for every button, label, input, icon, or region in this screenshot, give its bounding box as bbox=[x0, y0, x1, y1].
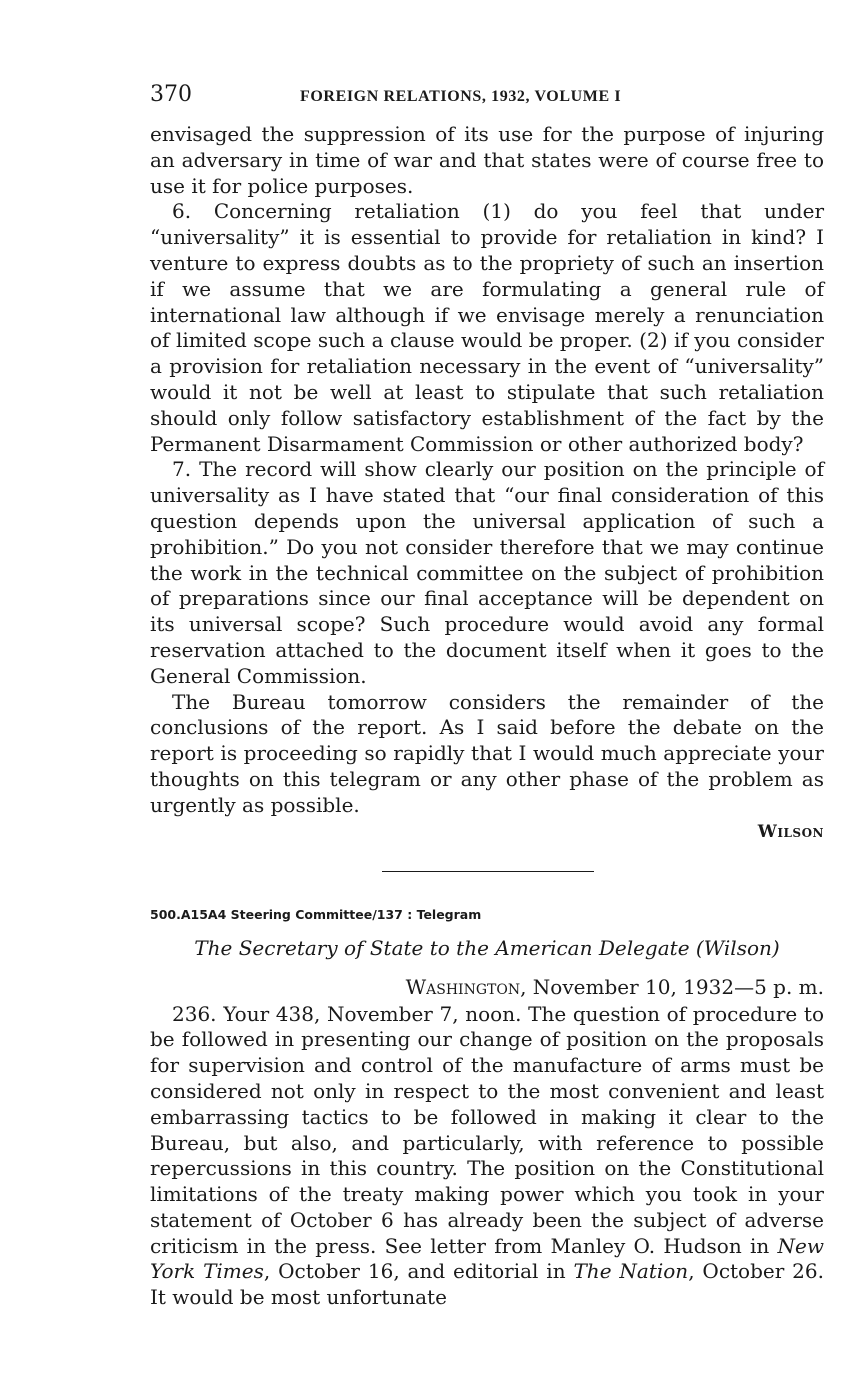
closing-paragraph: The Bureau tomorrow considers the remainder of the conclusions of the report. As I said before the debate on the report is proceeding so rapidly that I would much appreciate your thoughts on this telegram or any other phase of the problem as urgently as possible. bbox=[150, 689, 824, 817]
body-text-part-2: , October 16, and editorial in bbox=[263, 1259, 574, 1284]
telegram-body-paragraph bbox=[150, 1002, 824, 1312]
magazine-title: The Nation bbox=[573, 1259, 689, 1284]
point-7-paragraph: 7. The record will show clearly our position on the principle of universality as I have stated that “our final consideration of this question depends upon the universal application of such a prohibition.” Do you not consider therefore that we may continue the work in the technical committee on the subject of prohibition of preparations since our final acceptance will be dependent on its universal scope? Such procedure would avoid any formal reservation attached to the document itself when it goes to the General Commission. bbox=[150, 457, 824, 688]
dateline-place: Washington bbox=[405, 974, 521, 999]
signature: Wilson bbox=[757, 821, 824, 842]
dateline-date: , November 10, 1932—5 p. m. bbox=[520, 974, 824, 999]
file-reference: 500.A15A4 Steering Committee/137 : Telegram bbox=[150, 906, 482, 922]
document-title: The Secretary of State to the American Delegate (Wilson) bbox=[194, 935, 780, 960]
point-6-paragraph: 6. Concerning retaliation (1) do you feel that under “universality” it is essential to provide for retaliation in kind? I venture to express doubts as to the propriety of such an insertion if we assume that we are formulating a general rule of international law although if we envisage merely a renunciation of limited scope such a clause would be proper. (2) if you consider a provision for retaliation necessary in the event of “universality” would it not be well at least to stipulate that such retaliation should only follow satisfactory establishment of the fact by the Permanent Disarmament Commission or other authorized body? bbox=[150, 199, 824, 456]
running-title: FOREIGN RELATIONS, 1932, VOLUME I bbox=[300, 88, 622, 105]
running-header bbox=[150, 82, 824, 116]
body-text-part-1: 236. Your 438, November 7, noon. The question of procedure to be followed in presenting our change of position on the proposals for supervision and control of the manufacture of arms must be considered not only in respect to the most convenient and least embarrassing tactics to be followed in making it clear to the Bureau, but also, and particularly, with reference to possible repercussions in this country. The position on the Constitutional limitations of the treaty making power which you took in your statement of October 6 has already been the subject of adverse criticism in the press. See letter from Manley O. Hudson in bbox=[150, 1001, 824, 1258]
continuation-paragraph: envisaged the suppression of its use for the purpose of injuring an adversary in time of war and that states were of course free to use it for police purposes. bbox=[150, 122, 824, 198]
dateline bbox=[150, 974, 824, 1002]
document-page bbox=[150, 82, 824, 1311]
body-text-part-3: , October 26. It would be most unfortunate bbox=[150, 1259, 824, 1310]
section-divider bbox=[382, 871, 594, 872]
newspaper-title: New York Times bbox=[150, 1233, 824, 1284]
page-number: 370 bbox=[150, 82, 192, 107]
